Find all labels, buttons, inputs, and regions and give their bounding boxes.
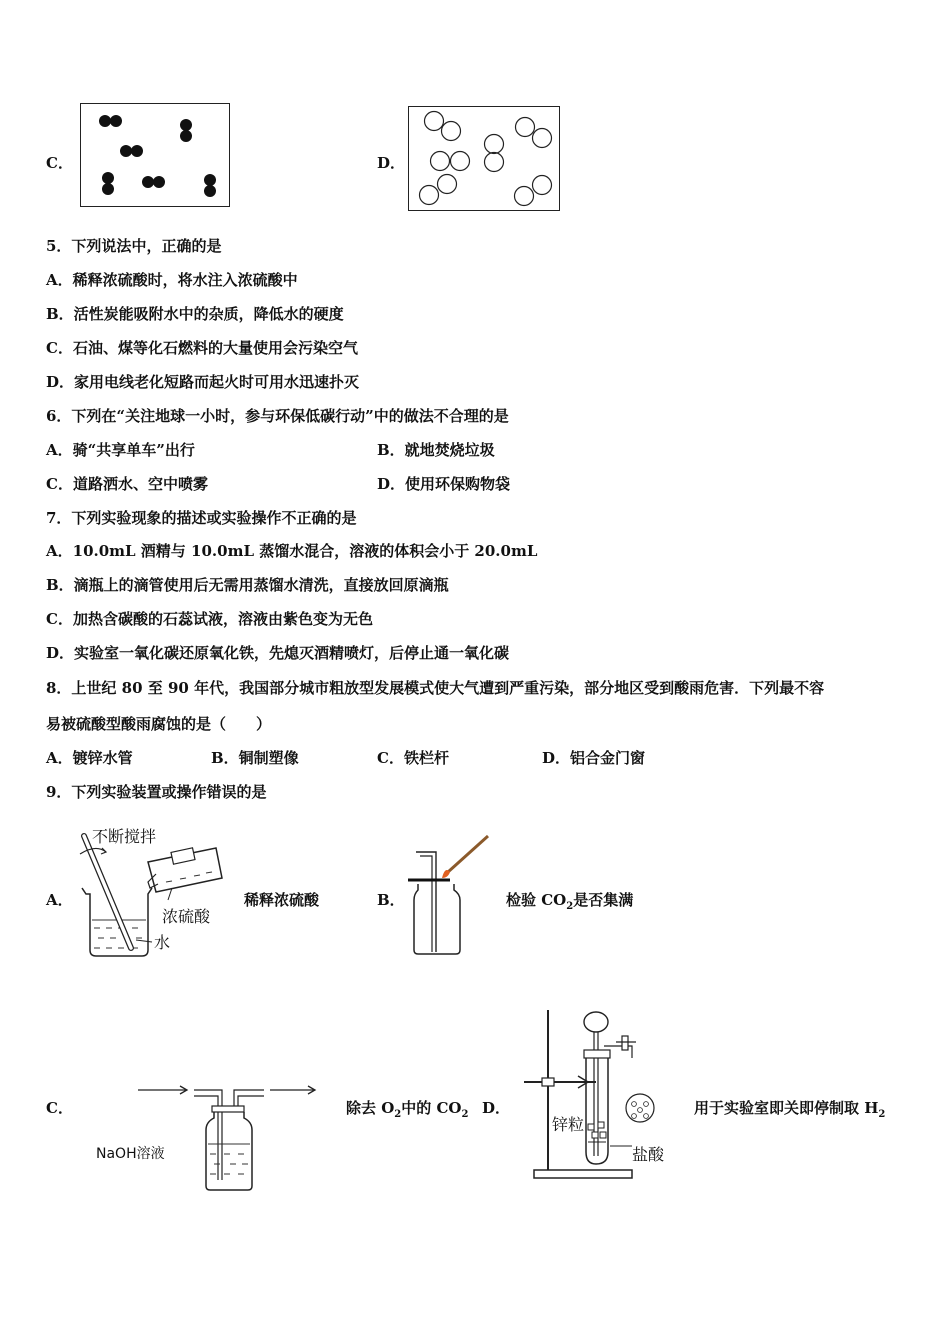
water-caption: 水 [154, 933, 171, 952]
q5-option-b: B．活性炭能吸附水中的杂质，降低水的硬度 [46, 305, 344, 323]
q9-b-caption [506, 890, 633, 917]
q8-option-d: D．铝合金门窗 [542, 749, 646, 767]
q8-option-c: C．铁栏杆 [377, 749, 449, 767]
hcl-caption: 盐酸 [632, 1145, 665, 1164]
open-circles-image [409, 107, 559, 210]
q9-d-label: D． [482, 1099, 511, 1117]
q6-stem: 6．下列在“关注地球一小时，参与环保低碳行动”中的做法不合理的是 [46, 407, 509, 425]
q9-c-caption-sub1: 2 [394, 1109, 402, 1120]
q9-c-label: C． [46, 1099, 73, 1117]
q9-c-caption-mid: 中的 CO [401, 1099, 462, 1117]
particle-diagram-d [408, 106, 560, 211]
q9-c-caption-sub2: 2 [461, 1109, 469, 1120]
q7-option-a: A．10.0mL 酒精与 10.0mL 蒸馏水混合，溶液的体积会小于 20.0mL [46, 542, 538, 560]
q8-stem-line1: 8．上世纪 80 至 90 年代，我国部分城市粗放型发展模式使大气遭到严重污染，部分地区受到酸雨危害．下列最不容 [46, 679, 825, 697]
zinc-caption: 锌粒 [552, 1115, 585, 1134]
q9-c-caption-pre: 除去 O [346, 1099, 395, 1117]
gas-bottle-test-figure [404, 832, 500, 960]
q9-b-caption-pre: 检验 CO [506, 891, 567, 909]
q5-option-c: C．石油、煤等化石燃料的大量使用会污染空气 [46, 339, 358, 357]
q6-option-d: D．使用环保购物袋 [377, 475, 511, 493]
conc-acid-caption: 浓硫酸 [162, 907, 211, 926]
q9-d-caption-sub: 2 [878, 1109, 886, 1120]
q8-option-b: B．铜制塑像 [211, 749, 299, 767]
q9-a-label: A． [46, 891, 73, 909]
q9-b-label: B． [377, 891, 405, 909]
q7-stem: 7．下列实验现象的描述或实验操作不正确的是 [46, 509, 357, 527]
particle-diagram-c [80, 103, 230, 207]
q8-option-a: A．镀锌水管 [46, 749, 133, 767]
q7-option-b: B．滴瓶上的滴管使用后无需用蒸馏水清洗，直接放回原滴瓶 [46, 576, 449, 594]
dilution-apparatus-figure [76, 822, 236, 962]
naoh-caption: NaOH溶液 [96, 1146, 165, 1162]
q5-option-d: D．家用电线老化短路而起火时可用水迅速扑灭 [46, 373, 360, 391]
q6-option-a: A．骑“共享单车”出行 [46, 441, 195, 459]
q9-a-caption: 稀释浓硫酸 [244, 891, 320, 909]
gas-washing-bottle-figure [94, 1078, 324, 1194]
q8-stem-line2: 易被硫酸型酸雨腐蚀的是（ ） [46, 715, 272, 733]
q9-b-caption-post: 是否集满 [573, 891, 634, 909]
q9-d-caption [694, 1098, 885, 1125]
option-c-label: C． [46, 154, 73, 172]
q6-option-b: B．就地焚烧垃圾 [377, 441, 495, 459]
q5-stem: 5．下列说法中，正确的是 [46, 237, 222, 255]
option-d-label: D． [377, 154, 406, 172]
q6-option-c: C．道路洒水、空中喷雾 [46, 475, 208, 493]
q9-c-caption [346, 1098, 468, 1125]
stir-caption: 不断搅拌 [92, 827, 157, 846]
q7-option-c: C．加热含碳酸的石蕊试液，溶液由紫色变为无色 [46, 610, 373, 628]
hydrogen-generator-figure [518, 1006, 680, 1186]
q5-option-a: A．稀释浓硫酸时，将水注入浓硫酸中 [46, 271, 298, 289]
q9-b-caption-sub: 2 [566, 901, 574, 912]
diatomic-molecules-image [81, 104, 229, 206]
q9-stem: 9．下列实验装置或操作错误的是 [46, 783, 267, 801]
q9-d-caption-pre: 用于实验室即关即停制取 H [694, 1099, 879, 1117]
q7-option-d: D．实验室一氧化碳还原氧化铁，先熄灭酒精喷灯，后停止通一氧化碳 [46, 644, 510, 662]
